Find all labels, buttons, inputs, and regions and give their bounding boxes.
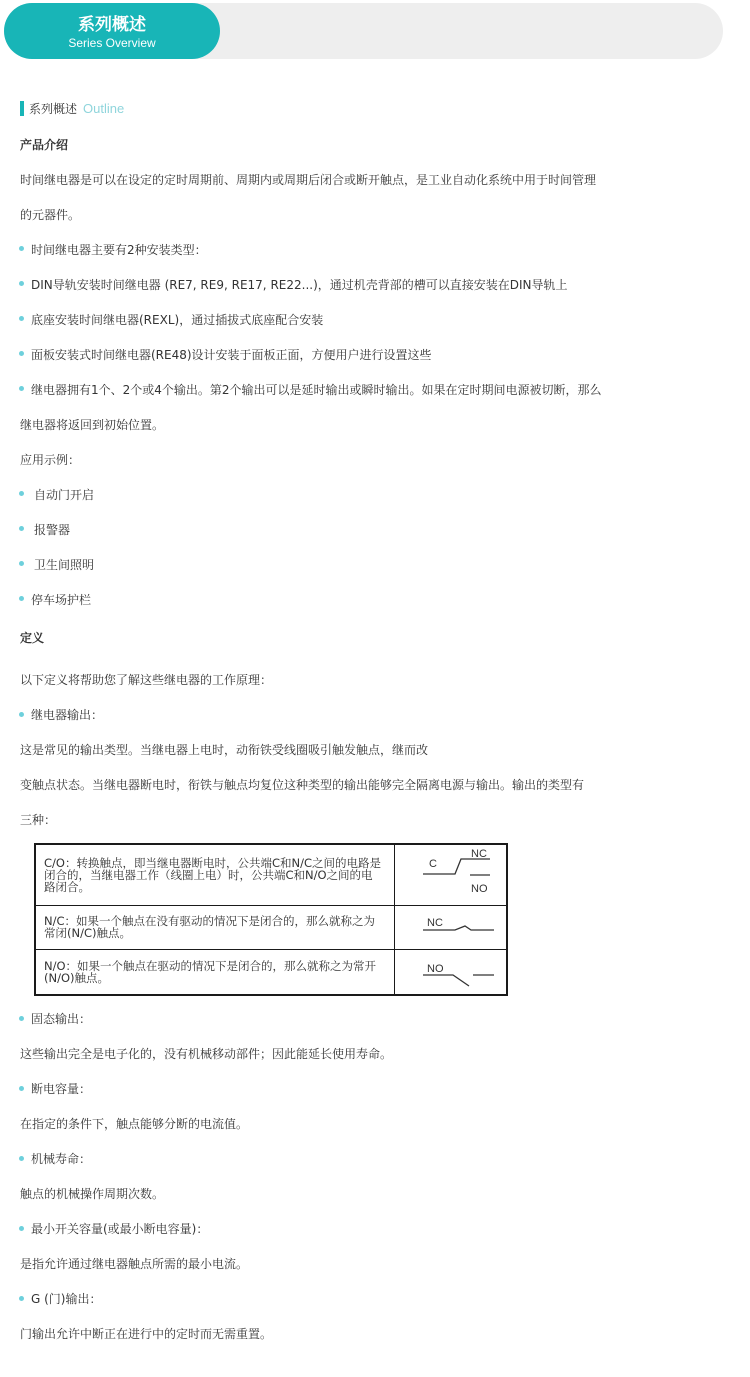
description-line: N/C：如果一个触点在没有驱动的情况下是闭合的，那么就称之为 bbox=[44, 914, 376, 928]
bullet-dot bbox=[19, 316, 24, 321]
relay-output-text: 变触点状态。当继电器断电时，衔铁与触点均复位这种类型的输出能够完全隔离电源与输出。输出的类型有 bbox=[20, 778, 585, 792]
breaking-capacity-label: 断电容量： bbox=[31, 1082, 92, 1096]
min-capacity-label: 最小开关容量(或最小断电容量)： bbox=[31, 1222, 209, 1236]
contact-co-description bbox=[35, 844, 395, 905]
bullet-dot bbox=[19, 561, 24, 566]
product-intro-heading: 产品介绍 bbox=[20, 138, 69, 152]
bullet-dot bbox=[19, 246, 24, 251]
bullet-dot bbox=[19, 351, 24, 356]
bullet-dot bbox=[19, 1016, 24, 1021]
reset-line: 继电器将返回到初始位置。 bbox=[20, 418, 165, 432]
section-marker bbox=[20, 101, 24, 116]
list-item: 面板安装式时间继电器(RE48)设计安装于面板正面，方便用户进行设置这些 bbox=[31, 348, 432, 362]
normally-open-symbol-icon bbox=[395, 950, 506, 994]
gate-output-label: G (门)输出： bbox=[31, 1292, 102, 1306]
solid-state-text: 这些输出完全是电子化的，没有机械移动部件；因此能延长使用寿命。 bbox=[20, 1047, 393, 1061]
contact-nc-description bbox=[35, 905, 395, 949]
section-title bbox=[29, 101, 124, 117]
header-subtitle: Series Overview bbox=[68, 36, 156, 50]
gate-output-text: 门输出允许中断正在进行中的定时而无需重置。 bbox=[20, 1327, 273, 1341]
example-item: 报警器 bbox=[34, 523, 71, 537]
examples-heading: 应用示例： bbox=[20, 453, 81, 467]
relay-output-text: 这是常见的输出类型。当继电器上电时，动衔铁受线圈吸引触发触点，继而改 bbox=[20, 743, 429, 757]
solid-state-label: 固态输出： bbox=[31, 1012, 92, 1026]
symbol-label-nc: NC bbox=[471, 848, 487, 861]
normally-open-symbol bbox=[395, 949, 508, 995]
description-line: 常闭(N/C)触点。 bbox=[44, 926, 131, 940]
mechanical-life-text: 触点的机械操作周期次数。 bbox=[20, 1187, 165, 1201]
bullet-dot bbox=[19, 491, 24, 496]
intro-line: 的元器件。 bbox=[20, 208, 81, 222]
description-line: (N/O)触点。 bbox=[44, 970, 110, 985]
normally-closed-symbol-icon bbox=[395, 906, 506, 949]
table-row bbox=[35, 949, 507, 995]
bullet-dot bbox=[19, 1226, 24, 1231]
list-item: DIN导轨安装时间继电器 (RE7, RE9, RE17, RE22...)，通过机壳背部的槽可以直接安装在DIN导轨上 bbox=[31, 278, 568, 292]
mechanical-life-label: 机械寿命： bbox=[31, 1152, 92, 1166]
relay-output-text: 三种： bbox=[20, 813, 57, 827]
definition-heading: 定义 bbox=[20, 631, 45, 645]
bullet-dot bbox=[19, 596, 24, 601]
table-row bbox=[35, 905, 507, 949]
bullet-dot bbox=[19, 1156, 24, 1161]
min-capacity-text: 是指允许通过继电器触点所需的最小电流。 bbox=[20, 1257, 249, 1271]
symbol-label-no: NO bbox=[471, 883, 488, 896]
list-item: 底座安装时间继电器(REXL)，通过插拔式底座配合安装 bbox=[31, 313, 324, 327]
contact-no-description bbox=[35, 949, 395, 995]
example-item: 自动门开启 bbox=[34, 488, 95, 502]
list-item: 继电器拥有1个、2个或4个输出。第2个输出可以是延时输出或瞬时输出。如果在定时期间电源被切断，那么 bbox=[31, 383, 602, 397]
bullet-dot bbox=[19, 526, 24, 531]
description-line: 闭合的，当继电器工作（线圈上电）时，公共端C和N/O之间的电 bbox=[44, 867, 373, 882]
normally-closed-symbol bbox=[395, 905, 508, 949]
bullet-dot bbox=[19, 712, 24, 717]
bullet-dot bbox=[19, 386, 24, 391]
breaking-capacity-text: 在指定的条件下，触点能够分断的电流值。 bbox=[20, 1117, 249, 1131]
section-title-cn: 系列概述 bbox=[29, 102, 78, 116]
bullet-dot bbox=[19, 1086, 24, 1091]
definition-intro: 以下定义将帮助您了解这些继电器的工作原理： bbox=[20, 673, 273, 687]
changeover-symbol-icon bbox=[395, 845, 506, 904]
example-item: 停车场护栏 bbox=[31, 593, 92, 607]
bullet-dot bbox=[19, 281, 24, 286]
header-title: 系列概述 bbox=[78, 15, 146, 35]
relay-output-label: 继电器输出： bbox=[31, 708, 104, 722]
contact-types-table bbox=[34, 843, 508, 996]
header-tab bbox=[4, 3, 220, 59]
symbol-label-no: NO bbox=[427, 962, 444, 975]
list-item: 时间继电器主要有2种安装类型： bbox=[31, 243, 207, 257]
symbol-label-nc: NC bbox=[427, 916, 443, 929]
symbol-label-c: C bbox=[429, 858, 437, 871]
bullet-dot bbox=[19, 1296, 24, 1301]
table-row bbox=[35, 844, 507, 905]
intro-line: 时间继电器是可以在设定的定时周期前、周期内或周期后闭合或断开触点，是工业自动化系统中用于时间管理 bbox=[20, 173, 597, 187]
changeover-symbol bbox=[395, 844, 508, 905]
description-line: C/O：转换触点，即当继电器断电时，公共端C和N/C之间的电路是 bbox=[44, 855, 381, 870]
description-line: N/O：如果一个触点在驱动的情况下是闭合的，那么就称之为常开 bbox=[44, 958, 377, 973]
section-title-en: Outline bbox=[83, 101, 125, 116]
description-line: 路闭合。 bbox=[44, 879, 90, 894]
example-item: 卫生间照明 bbox=[34, 558, 95, 572]
